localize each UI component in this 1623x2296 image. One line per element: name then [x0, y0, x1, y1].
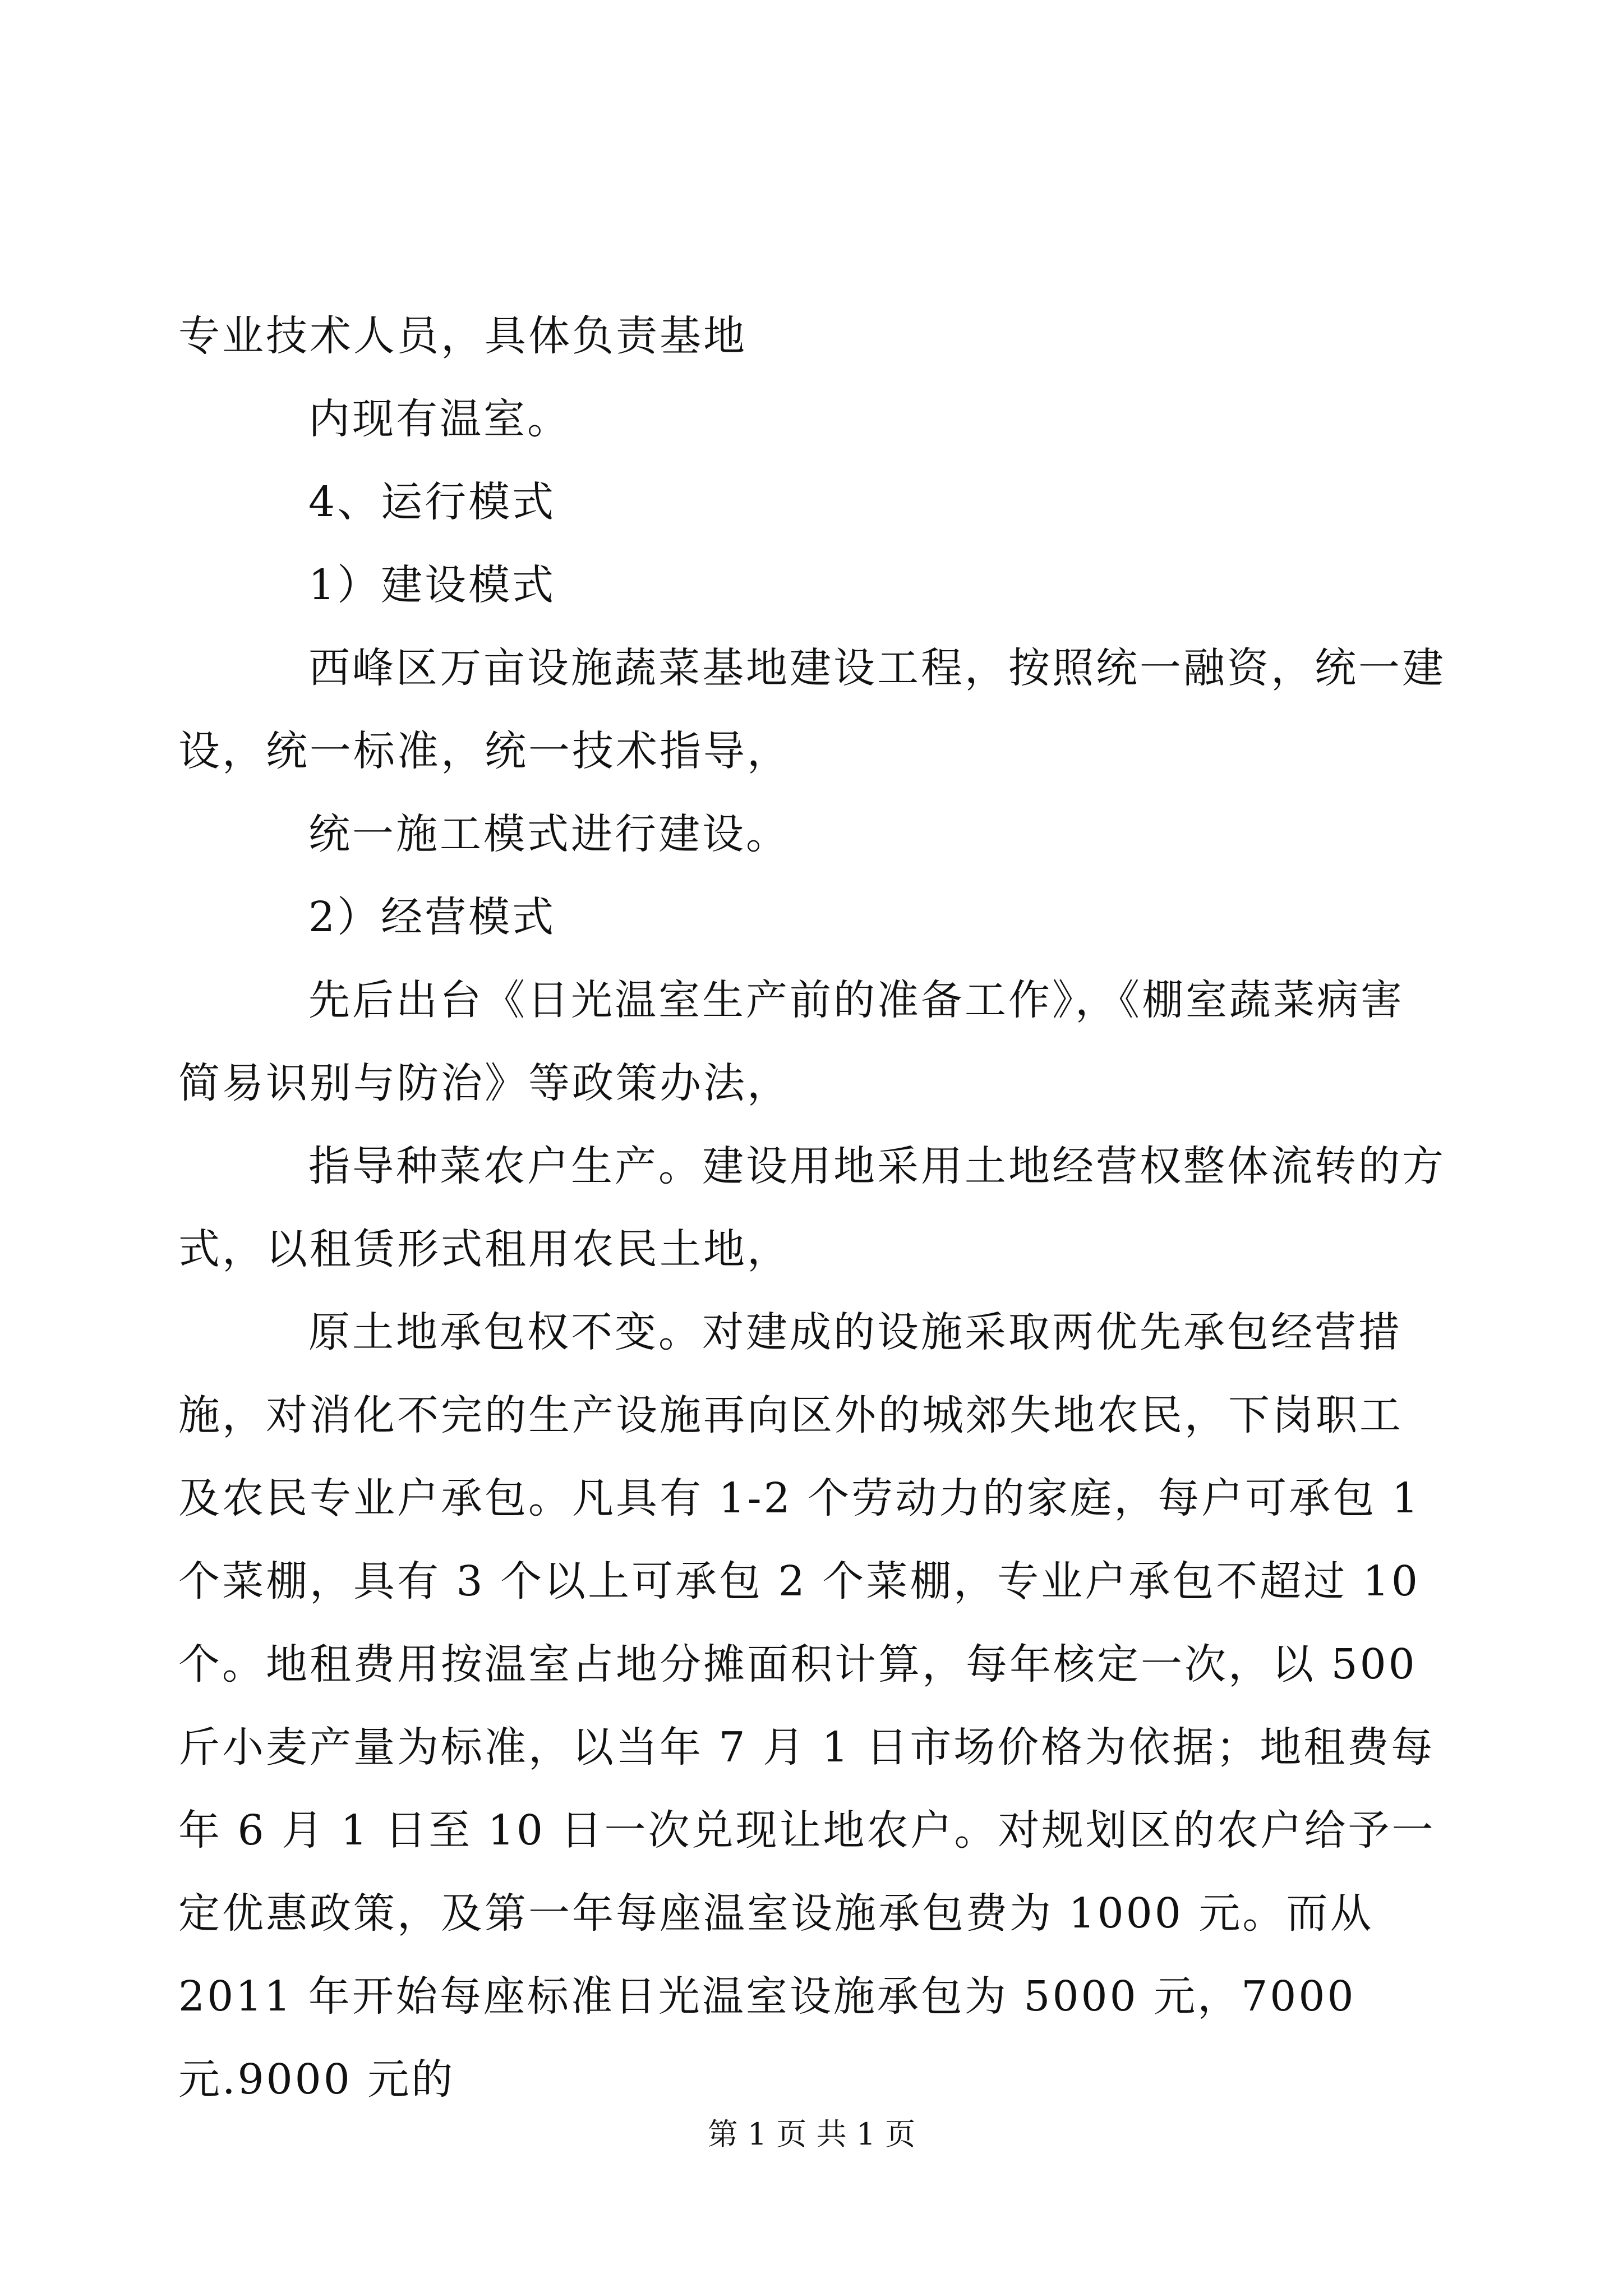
subheading-business-mode: 2）经营模式	[308, 893, 556, 941]
subheading-construction-mode: 1）建设模式	[308, 561, 556, 609]
paragraph-construction: 西峰区万亩设施蔬菜基地建设工程，按照统一融资，统一建设，统一标准，统一技术指导，	[178, 644, 1446, 775]
paragraph-construction-cont: 统一施工模式进行建设。	[308, 810, 790, 858]
paragraph-1: 专业技术人员，具体负责基地	[178, 312, 747, 360]
paragraph-land-use: 指导种菜农户生产。建设用地采用土地经营权整体流转的方式，以租赁形式租用农民土地，	[178, 1142, 1446, 1273]
document-body	[178, 295, 1446, 2121]
page-footer: 第 1 页 共 1 页	[707, 2116, 916, 2152]
paragraph-contracting: 原土地承包权不变。对建成的设施采取两优先承包经营措施，对消化不完的生产设施再向区外的城郊失地农民，下岗职工及农民专业户承包。凡具有 1-2 个劳动力的家庭，每户可承包 1 个菜棚，具有 3 个以上可承包 2 个菜棚，专业户承包不超过 10 个。地租费用按温室占地分摊面积计算，每年核定一次，以 500 斤小麦产量为标准，以当年 7 月 1 日市场价格为依据；地租费每年 6 月 1 日至 10 日一次兑现让地农户。对规划区的农户给予一定优惠政策，及第一年每座温室设施承包费为 1000 元。而从 2011 年开始每座标准日光温室设施承包为 5000 元，7000 元.9000 元的	[178, 1308, 1436, 2104]
paragraph-2: 内现有温室。	[308, 395, 571, 443]
paragraph-policies: 先后出台《日光温室生产前的准备工作》，《棚室蔬菜病害简易识别与防治》等政策办法，	[178, 976, 1404, 1107]
section-heading-operation-mode: 4、运行模式	[308, 478, 556, 526]
